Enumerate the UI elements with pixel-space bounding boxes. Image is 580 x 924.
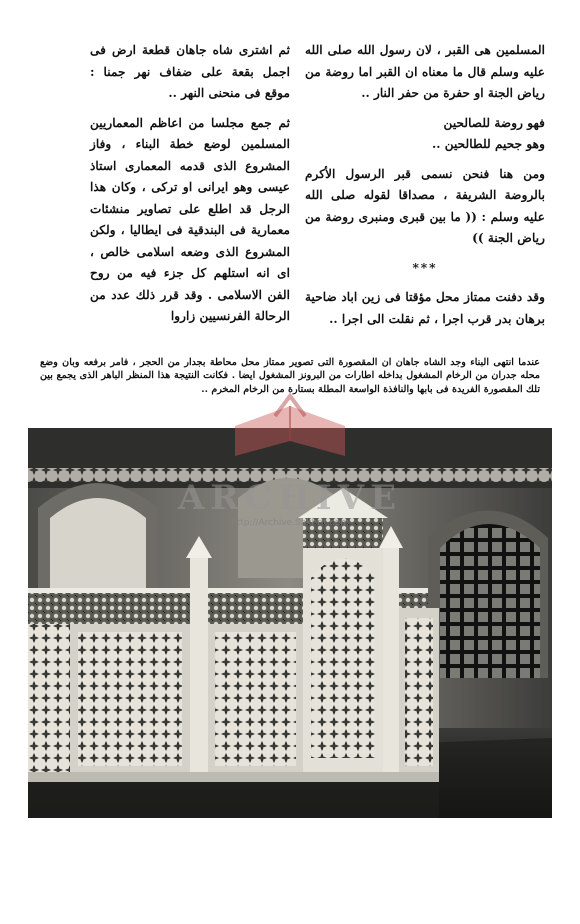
section-separator: *** <box>412 260 438 275</box>
photo-marble-screen <box>28 428 552 818</box>
paragraph: ثم جمع مجلسا من اعاظم المعماريين المسلمين لوضع خطة البناء ، وفاز المشروع الذى قدمه المعمارى استاذ عيسى وهو ايرانى او تركى ، وكان هذا الرجل قد اطلع على تصاوير منشئات معمارية فى البندقية فى ايطاليا ، ولكن المشروع الذى وضعه اسلامى خالص ، اى انه استلهم كل جزء فيه من روح الفن الاسلامى . وقد قرر ذلك عدد من الرحالة الفرنسيين زاروا <box>90 115 290 323</box>
paragraph: المسلمين هى القبر ، لان رسول الله صلى الله عليه وسلم قال ما معناه ان القبر اما روضة من رياض الجنة او حفرة من حفر النار .. <box>305 43 545 100</box>
article-column-left <box>90 40 290 336</box>
photo-caption: عندما انتهى البناء وجد الشاه جاهان ان المقصورة التى تصوير ممتاز محل محاطة بجدار من الحجر ، فامر برفعه وبان وضع محله جدران من الرخام المشغول بداخله اطارات من البرونز المشغول ايضا . فكانت النتيجة هذا المنظر الباهر الذى يجمع بين تلك المقصورة الفريدة فى بابها والنافذة الواسعة المطلة بستارة من الرخام المخرم .. <box>40 357 540 395</box>
watermark-text: ARCHIVE <box>177 478 403 518</box>
article-column-right <box>305 40 545 338</box>
paragraph: ومن هنا فنحن نسمى قبر الرسول الأكرم بالروضة الشريفة ، مصداقا لقوله صلى الله عليه وسلم : (( ما بين قبرى ومنبرى روضة من رياض الجنة )) <box>305 166 545 245</box>
watermark-url: http://Archive.Sakhrit.com <box>230 518 350 528</box>
paragraph: وقد دفنت ممتاز محل مؤقتا فى زين اباد ضاحية برهان بدر قرب اجرا ، ثم نقلت الى اجرا .. <box>305 290 545 326</box>
paragraph: فهو روضة للصالحين وهو جحيم للطالحين .. <box>431 115 545 151</box>
paragraph: ثم اشترى شاه جاهان قطعة ارض فى اجمل بقعة على ضفاف نهر جمنا : موقع فى منحنى النهر .. <box>90 43 290 100</box>
